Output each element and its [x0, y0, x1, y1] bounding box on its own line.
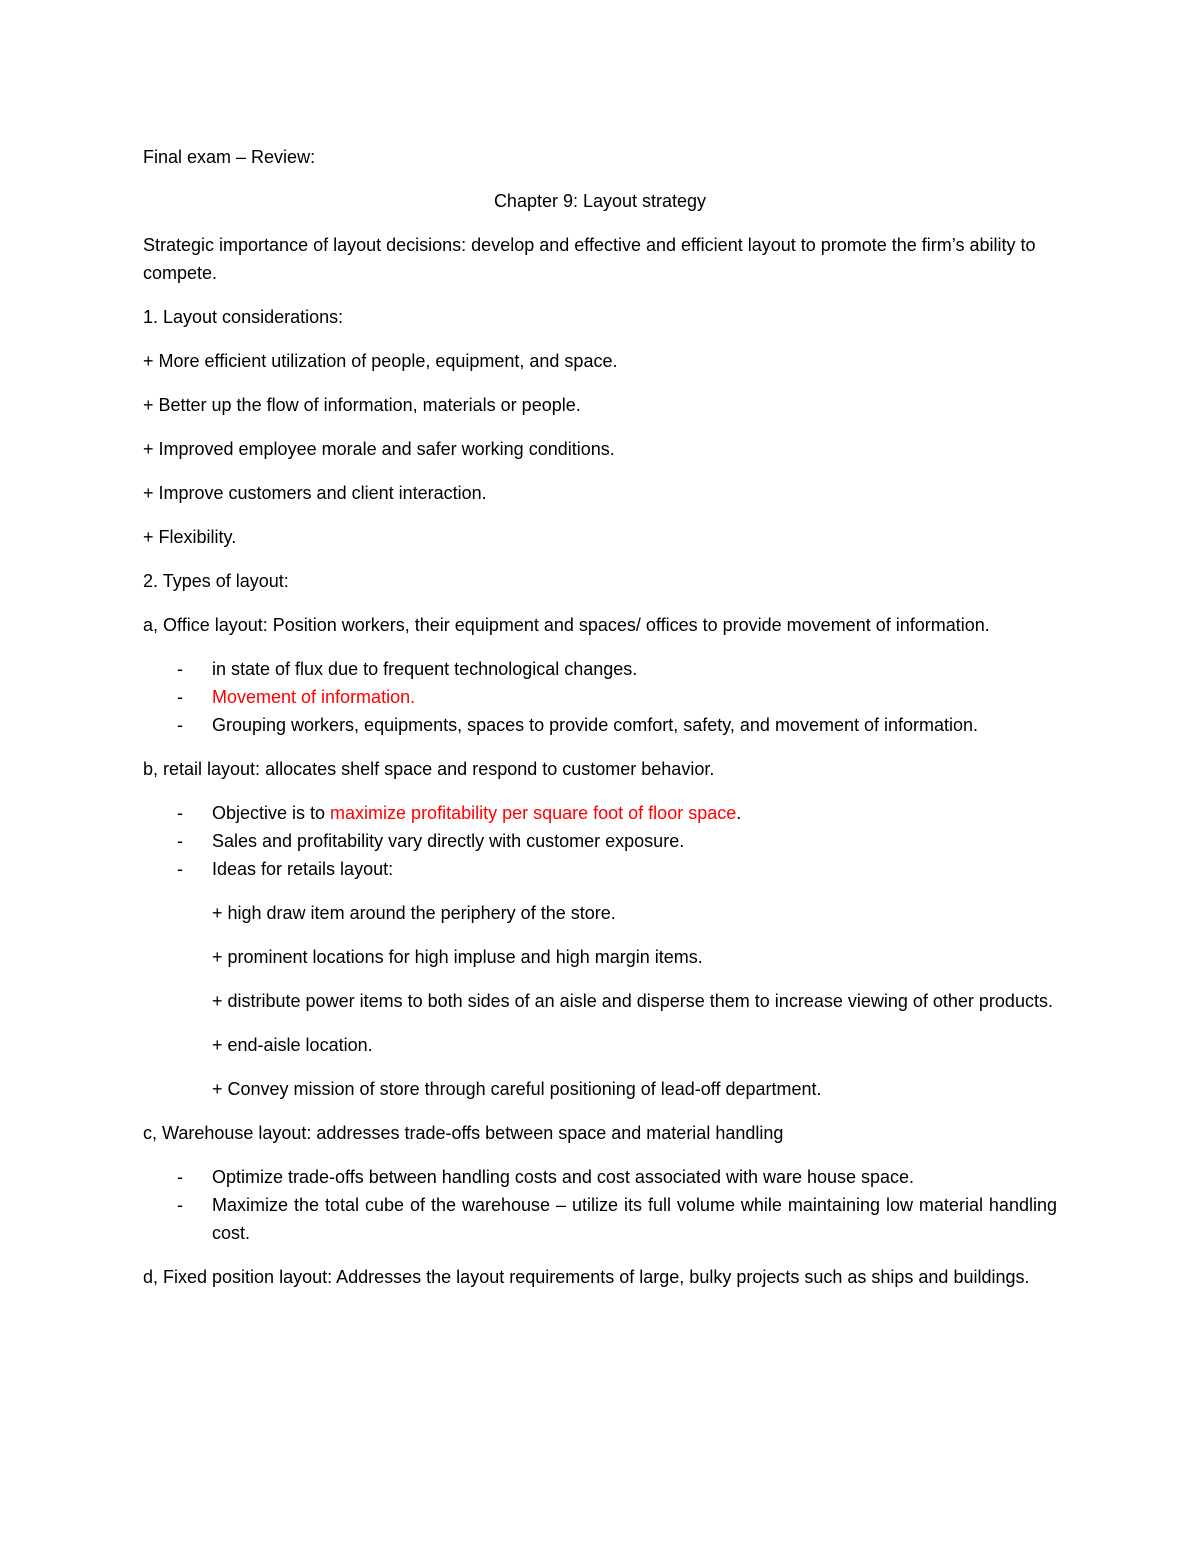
retail-idea-item: + end-aisle location. — [212, 1035, 373, 1055]
intro-paragraph: Strategic importance of layout decisions: develop and effective and efficient layout to promote the firm’s ability to compete. — [143, 235, 1036, 283]
consideration-item: + More efficient utilization of people, equipment, and space. — [143, 351, 618, 371]
bullet-text: Sales and profitability vary directly with customer exposure. — [212, 831, 685, 851]
retail-layout-intro: b, retail layout: allocates shelf space and respond to customer behavior. — [143, 759, 715, 779]
consideration-item: + Better up the flow of information, materials or people. — [143, 395, 581, 415]
consideration-item: + Improve customers and client interaction. — [143, 483, 487, 503]
list-item — [143, 827, 1057, 855]
section-heading-types: 2. Types of layout: — [143, 571, 289, 591]
consideration-item: + Flexibility. — [143, 527, 237, 547]
bullet-dash: - — [177, 1167, 183, 1187]
bullet-dash: - — [177, 1195, 183, 1215]
warehouse-layout-bullets — [143, 1163, 1057, 1247]
retail-idea-item: + high draw item around the periphery of the store. — [212, 903, 616, 923]
consideration-item: + Improved employee morale and safer working conditions. — [143, 439, 615, 459]
fixed-position-layout-intro: d, Fixed position layout: Addresses the layout requirements of large, bulky projects such as ships and buildings. — [143, 1267, 1030, 1287]
document-body — [143, 143, 1057, 1307]
list-item — [143, 799, 1057, 827]
list-item — [143, 683, 1057, 711]
bullet-dash: - — [177, 803, 183, 823]
list-item — [143, 855, 1057, 883]
retail-idea-item: + prominent locations for high impluse and high margin items. — [212, 947, 703, 967]
office-layout-intro: a, Office layout: Position workers, their equipment and spaces/ offices to provide movement of information. — [143, 615, 990, 635]
bullet-dash: - — [177, 831, 183, 851]
bullet-dash: - — [177, 659, 183, 679]
bullet-text: Ideas for retails layout: — [212, 859, 394, 879]
list-item — [143, 1163, 1057, 1191]
retail-idea-item: + distribute power items to both sides of an aisle and disperse them to increase viewing of other products. — [212, 991, 1053, 1011]
highlighted-bullet-text: maximize profitability per square foot of floor space — [330, 803, 737, 823]
bullet-text-prefix: Objective is to — [212, 803, 331, 823]
bullet-dash: - — [177, 859, 183, 879]
chapter-heading: Chapter 9: Layout strategy — [493, 191, 707, 211]
document-title: Final exam – Review: — [143, 147, 316, 167]
retail-layout-bullets — [143, 799, 1057, 883]
list-item — [143, 711, 1057, 739]
bullet-text: Maximize the total cube of the warehouse – utilize its full volume while maintaining low material handling cost. — [212, 1195, 1057, 1243]
bullet-text-suffix: . — [736, 803, 742, 823]
bullet-dash: - — [177, 687, 183, 707]
bullet-text: in state of flux due to frequent technological changes. — [212, 659, 638, 679]
bullet-text: Optimize trade-offs between handling costs and cost associated with ware house space. — [212, 1167, 915, 1187]
retail-idea-item: + Convey mission of store through careful positioning of lead-off department. — [212, 1079, 822, 1099]
bullet-text: Grouping workers, equipments, spaces to provide comfort, safety, and movement of information. — [212, 715, 979, 735]
highlighted-bullet-text: Movement of information. — [212, 687, 416, 707]
list-item — [143, 655, 1057, 683]
list-item — [143, 1191, 1057, 1247]
section-heading-considerations: 1. Layout considerations: — [143, 307, 344, 327]
warehouse-layout-intro: c, Warehouse layout: addresses trade-offs between space and material handling — [143, 1123, 784, 1143]
office-layout-bullets — [143, 655, 1057, 739]
bullet-dash: - — [177, 715, 183, 735]
